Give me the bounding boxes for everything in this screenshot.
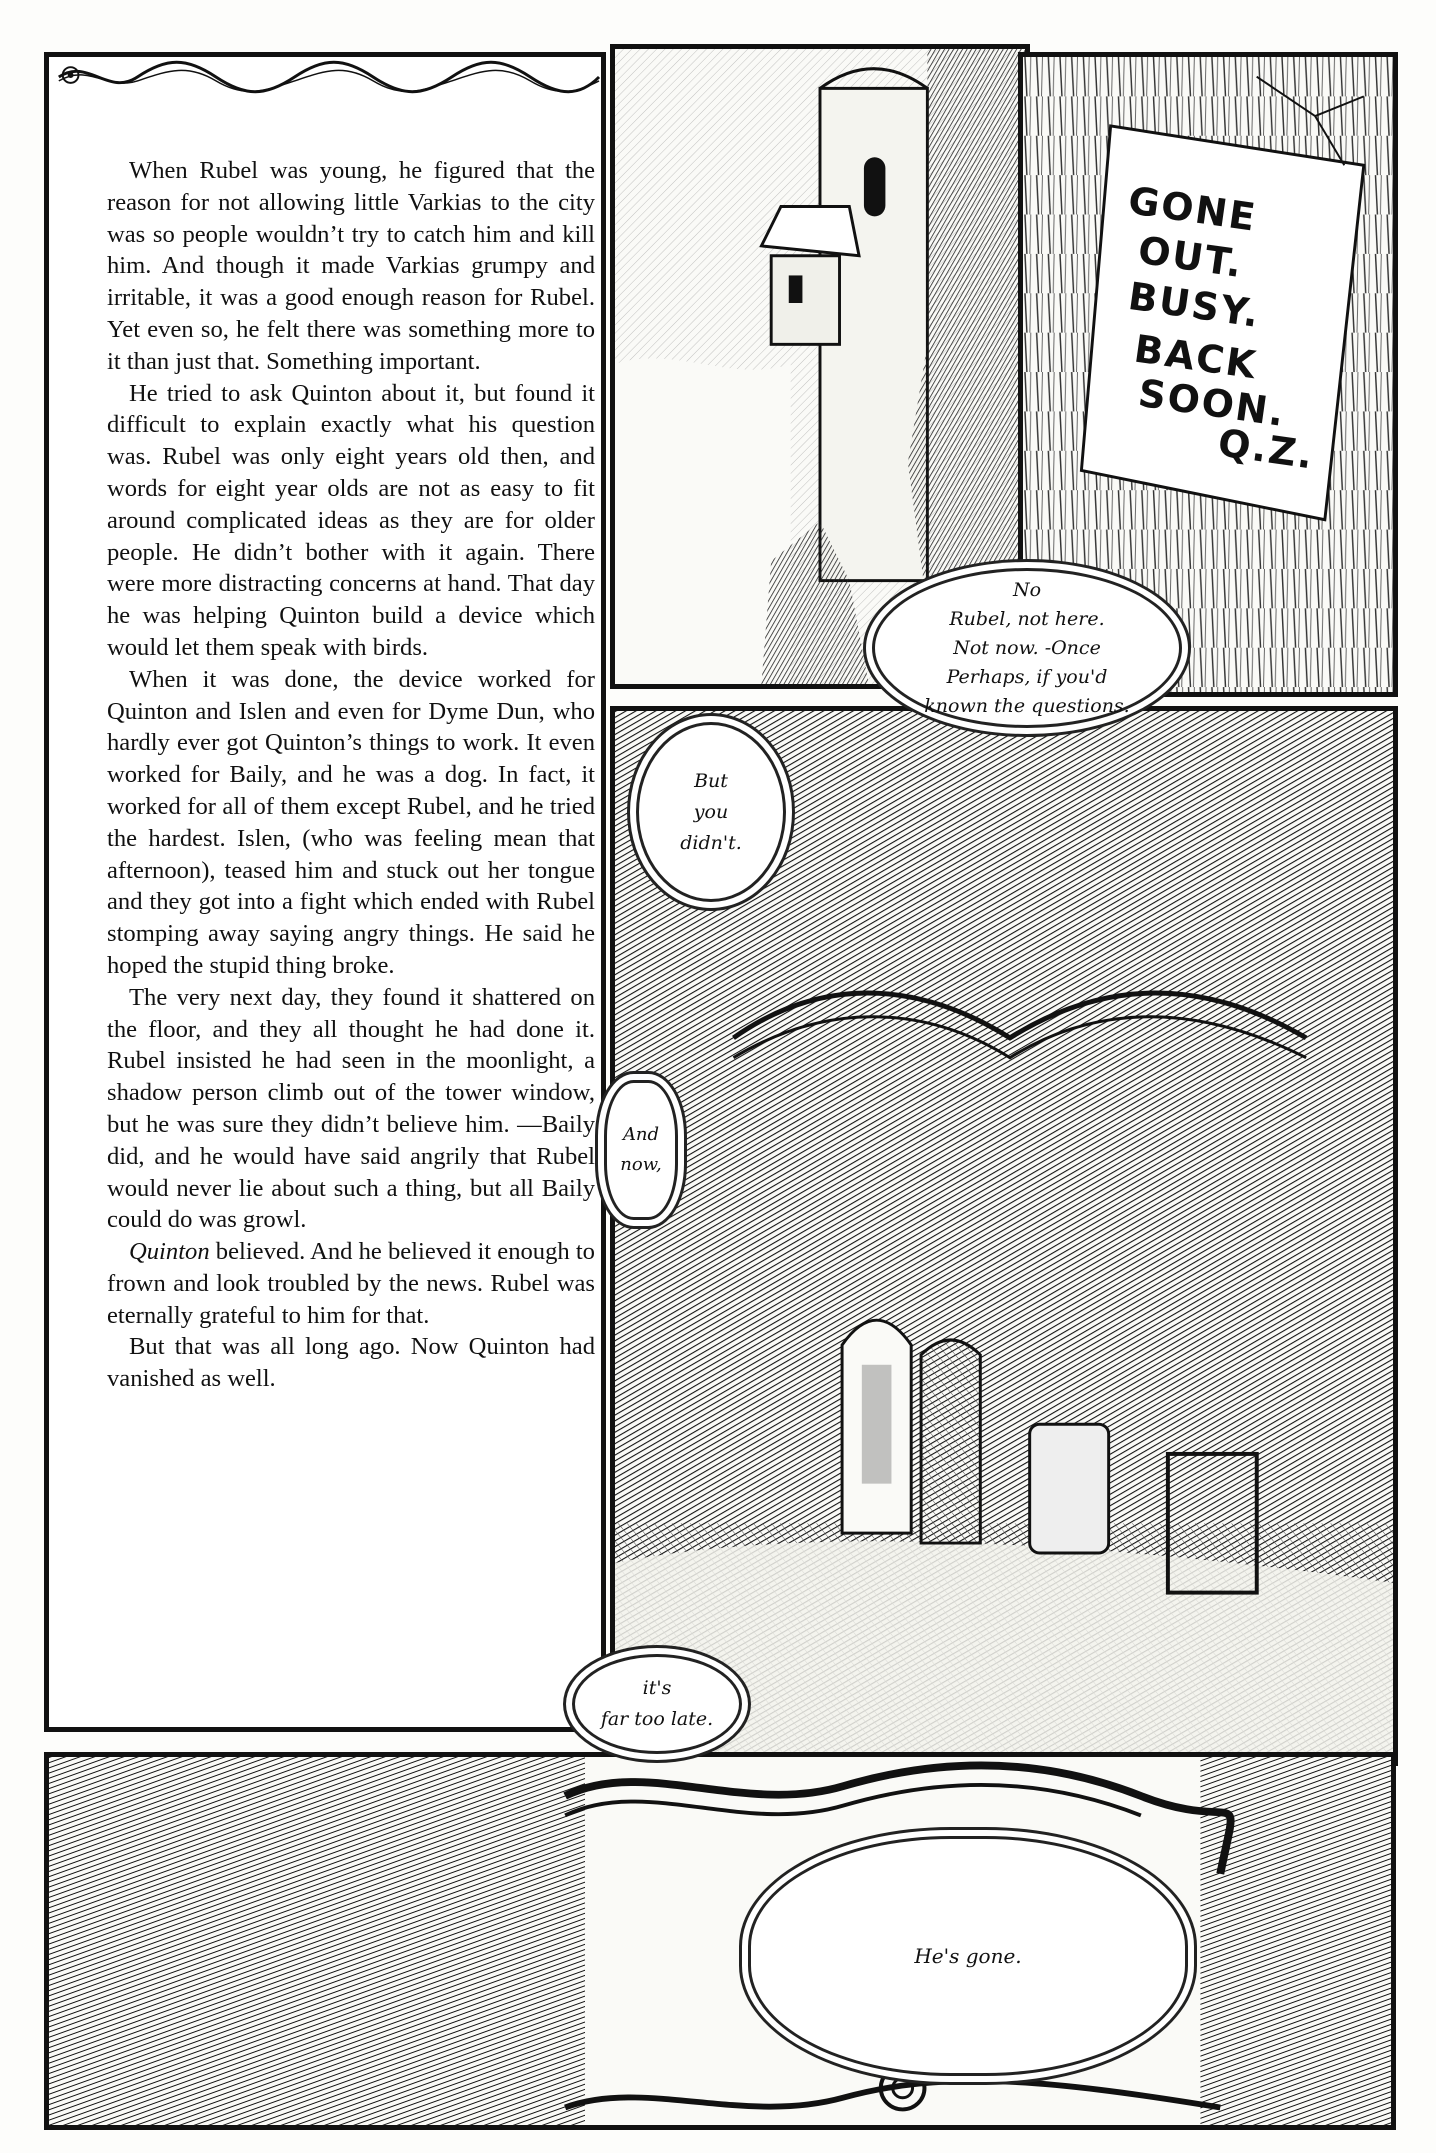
speech-balloon-no-rubel xyxy=(872,568,1182,728)
paragraph-6: But that was all long ago. Now Quinton had vanished as well. xyxy=(107,1333,595,1393)
paragraph-1: When Rubel was young, he figured that the reason for not allowing little Varkias to the city was so people wouldn’t try to catch him and kill him. And though it made Varkias grumpy and irritable, it was a good enough reason for Rubel. Yet even so, he felt there was something more to it than just that. Something important. xyxy=(107,157,595,375)
italic-lead-word: Quinton xyxy=(129,1238,210,1266)
speech-balloon-hes-gone xyxy=(748,1836,1188,2076)
narrative-text xyxy=(107,155,595,1395)
sign-line-5: SOON. xyxy=(1135,370,1289,436)
speech-balloon-far-too-late xyxy=(572,1654,742,1754)
balloon-text-far-too-late: it's far too late. xyxy=(600,1677,714,1730)
sign-line-2: OUT. xyxy=(1135,227,1247,287)
sign-line-3: BUSY. xyxy=(1125,273,1264,337)
paragraph-4: The very next day, they found it shattered on the floor, and they all thought he had done it. Rubel insisted he had seen in the moonlight, a shadow person climb out of the tower window, but he was sure they didn’t believe him. —Baily did, and he would have said angrily that Rubel would never lie about such a thing, but all Baily could do was growl. xyxy=(107,983,595,1234)
text-panel xyxy=(44,52,606,1732)
balloon-text-hes-gone: He's gone. xyxy=(914,1943,1022,1968)
vine-border-decoration xyxy=(49,57,601,97)
sign-line-1: GONE xyxy=(1125,178,1260,240)
paragraph-2: He tried to ask Quinton about it, but found it difficult to explain exactly what his question was. Rubel was only eight years old then, and words for eight year olds are not as easy to fit around complicated ideas as they are for older people. He didn’t bother with it again. There were more distracting concerns at hand. That day he was helping Quinton build a device which would let them speak with birds. xyxy=(107,379,595,661)
speech-balloon-and-now xyxy=(604,1080,678,1220)
sign-line-6: Q.Z. xyxy=(1215,420,1318,478)
vine-illustration xyxy=(49,1757,1391,2125)
sign-line-4: BACK xyxy=(1131,326,1261,388)
vine-bottom-panel xyxy=(44,1752,1396,2130)
paragraph-5-body: believed. And he believed it enough to frown and look troubled by the news. Rubel was eternally grateful to him for that. xyxy=(107,1238,595,1329)
speech-balloon-but-you-didnt xyxy=(636,722,786,902)
paragraph-5 xyxy=(107,1236,595,1331)
paragraph-3: When it was done, the device worked for Quinton and Islen and even for Dyme Dun, who hardly ever got Quinton’s things to work. It even worked for Baily, and he was a dog. In fact, it worked for all of them except Rubel, and he tried the hardest. Islen, (who was feeling mean that afternoon), teased him and stuck out her tongue and they got into a fight which ended with Rubel stomping away saying angry things. He said he hoped the stupid thing broke. xyxy=(107,665,595,979)
balloon-text-no-rubel: No Rubel, not here. Not now. -Once Perhaps, if you'd known the questions. xyxy=(924,578,1130,717)
balloon-text-but-you-didnt: But you didn't. xyxy=(680,769,742,854)
balloon-text-and-now: And now, xyxy=(620,1124,662,1175)
